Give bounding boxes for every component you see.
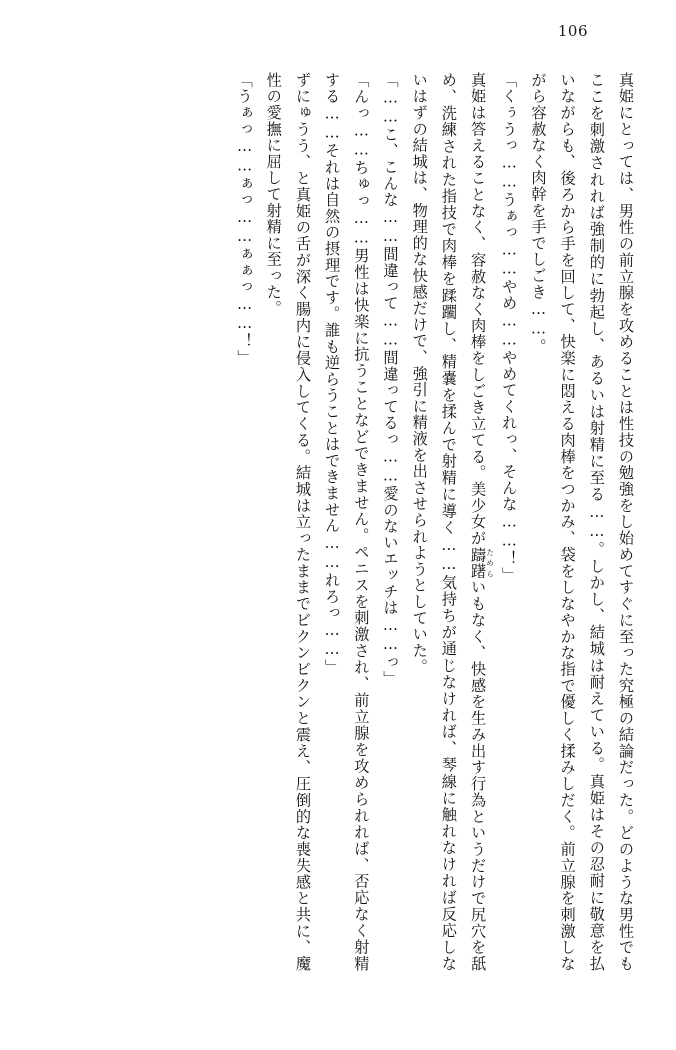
paragraph-text: 真姫は答えることなく、容赦なく肉棒をしごき立てる。美少女が躊躇ためらいもなく、快感を生み出す行為というだけで尻穴を舐め、洗練された指技で肉棒を蹂躙し、精嚢を揉んで射精に導く……気持ちが通じなければ、琴線に触れなければ反応しないはずの結城は、物理的な快感だけで、強引に精液を出させられようとしていた。: [410, 72, 495, 972]
ruby-annotation: 躊躇ためら: [469, 546, 495, 580]
page-number: 106: [557, 22, 588, 40]
paragraph: [523, 72, 640, 972]
paragraph-text: 「くぅうっ……うぁっ……やめ……やめてくれっ、そんな……！」: [500, 72, 519, 584]
paragraph: [494, 72, 523, 972]
paragraph: [375, 72, 404, 972]
paragraph: [317, 72, 375, 972]
page-body-text: [34, 72, 640, 972]
paragraph-text: 「んっ……ちゅっ……男性は快楽に抗うことなどできません。ペニスを刺激され、前立腺を攻められれば、否応なく射精する……それは自然の摂理です。誰も逆らうことはできません……れろっ……」: [323, 72, 371, 972]
paragraph-text: 真姫にとっては、男性の前立腺を攻めることは性技の勉強をし始めてすぐに至った究極の結論だった。どのような男性でもここを刺激されれば強制的に勃起し、あるいは射精に至る……。しかし、結城は耐えている。真姫はその忍耐に敬意を払いながらも、後ろから手を回して、快楽に悶える肉棒をつかみ、袋をしなやかな指で優しく揉みしだく。前立腺を刺激しながら容赦なく肉幹を手でしごき……。: [529, 72, 635, 972]
ruby-reading: ためら: [485, 546, 495, 580]
paragraph-text: 「……こ、こんな……間違って……間違ってるっ……愛のないエッチは……っ」: [381, 72, 400, 687]
paragraph: [405, 72, 495, 972]
paragraph: [259, 72, 317, 972]
paragraph-text: 「うぁっ……ぁっ……ぁぁっ……！」: [235, 72, 254, 366]
paragraph-text: ずにゅうう、と真姫の舌が深く腸内に侵入してくる。結城は立ったままでビクンビクンと震え、圧倒的な喪失感と共に、魔性の愛撫に屈して射精に至った。: [264, 72, 312, 972]
paragraph: [229, 72, 258, 972]
